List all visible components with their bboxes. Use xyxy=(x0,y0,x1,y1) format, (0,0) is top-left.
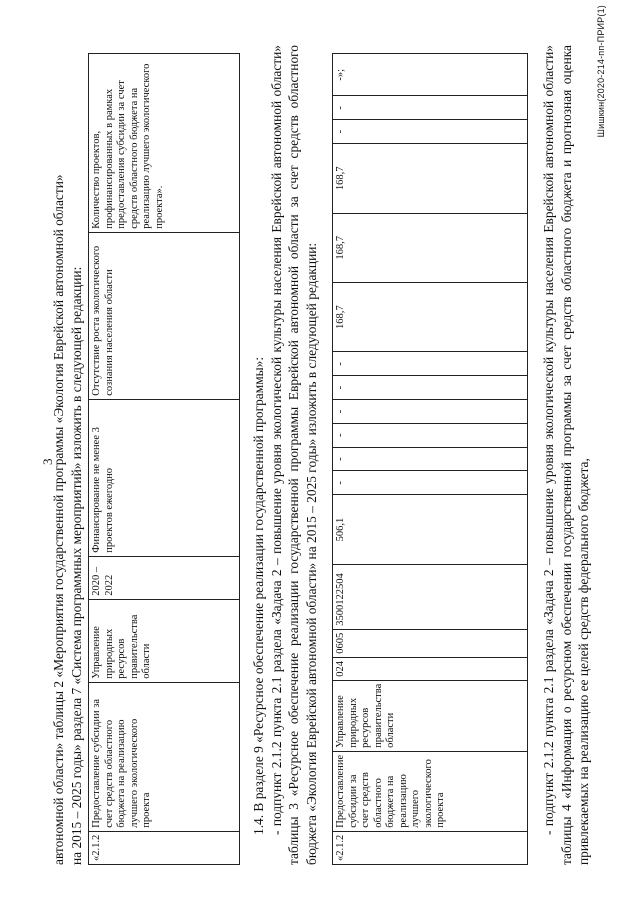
row-number: «2.1.2 xyxy=(333,831,528,864)
section-text xyxy=(250,45,320,865)
value-cell: 168,7 xyxy=(333,144,528,213)
indicator: Количество проектов, профинансированных в рамках предоставления субсидии за счет средств областного бюджета на реализацию лучшего экологического проекта». xyxy=(89,54,240,233)
resource-table xyxy=(332,53,528,865)
value-cell: - xyxy=(333,471,528,495)
value-cell: - xyxy=(333,376,528,400)
value-cell: -»; xyxy=(333,54,528,96)
value-cell: - xyxy=(333,423,528,447)
executor: Управление природных ресурсов правительства области xyxy=(333,680,528,751)
measures-table xyxy=(88,53,240,865)
closing-paragraph: - подпункт 2.1.2 пункта 2.1 раздела «Задача 2 – повышение уровня экологической культуры населения Еврейской автономной области» таблицы 4 «Информация о ресурсном обеспечении государственной программы за счет средств областного бюджета и прогнозная оценка привлекаемых на реализацию ее целей средств федерального бюджета, xyxy=(541,45,591,865)
measure-name: Предоставление субсидии за счет средств областного бюджета на реализацию лучшего экологического проекта xyxy=(89,682,240,831)
document-code: Шишкин(2020-214-пп-ПРИР(1) xyxy=(596,5,606,138)
closing-text xyxy=(540,45,593,865)
value-cell: - xyxy=(333,96,528,120)
value-cell: 168,7 xyxy=(333,213,528,282)
value-cell: - xyxy=(333,120,528,144)
measure-name: Предоставление субсидии за счет средств областного бюджета на реализацию лучшего экологического проекта xyxy=(333,751,528,831)
section-heading: 1.4. В разделе 9 «Ресурсное обеспечение реализации государственной программы»: xyxy=(251,356,266,835)
row-number: «2.1.2 xyxy=(89,831,240,864)
csr-code: 3500122504 xyxy=(333,564,528,629)
period: 2020 – 2022 xyxy=(89,556,240,599)
value-cell: - xyxy=(333,352,528,376)
value-cell: - xyxy=(333,400,528,424)
page-number: 3 xyxy=(40,458,55,465)
intro-text xyxy=(50,45,85,865)
table-row xyxy=(333,54,528,865)
value-cell: - xyxy=(333,447,528,471)
expected-result: Финансирование не менее 3 проектов ежегодно xyxy=(89,399,240,556)
value-cell: 168,7 xyxy=(333,282,528,351)
table-row xyxy=(89,54,240,865)
intro-line-2: на 2015 – 2025 годы» раздела 7 «Система программных мероприятий» изложить в следующей редакции: xyxy=(68,266,84,865)
rzpr-code: 0605 xyxy=(333,629,528,657)
section-paragraph: - подпункт 2.1.2 пункта 2.1 раздела «Задача 2 – повышение уровня экологической культуры населения Еврейской автономной области» таблицы 3 «Ресурсное обеспечение реализации государственной программы Еврейской автономной области за счет средств областного бюджета «Экология Еврейской автономной области» на 2015 – 2025 годы» изложить в следующей редакции: xyxy=(268,45,319,865)
executor: Управление природных ресурсов правительства области xyxy=(89,599,240,682)
grbs-code: 024 xyxy=(333,657,528,680)
intro-line-1: автономной области» таблицы 2 «Мероприятия государственной программы «Экология Еврейской автономной области» xyxy=(51,174,66,865)
consequence: Отсутствие роста экологического сознания населения области xyxy=(89,232,240,399)
value-cell: 506,1 xyxy=(333,495,528,564)
